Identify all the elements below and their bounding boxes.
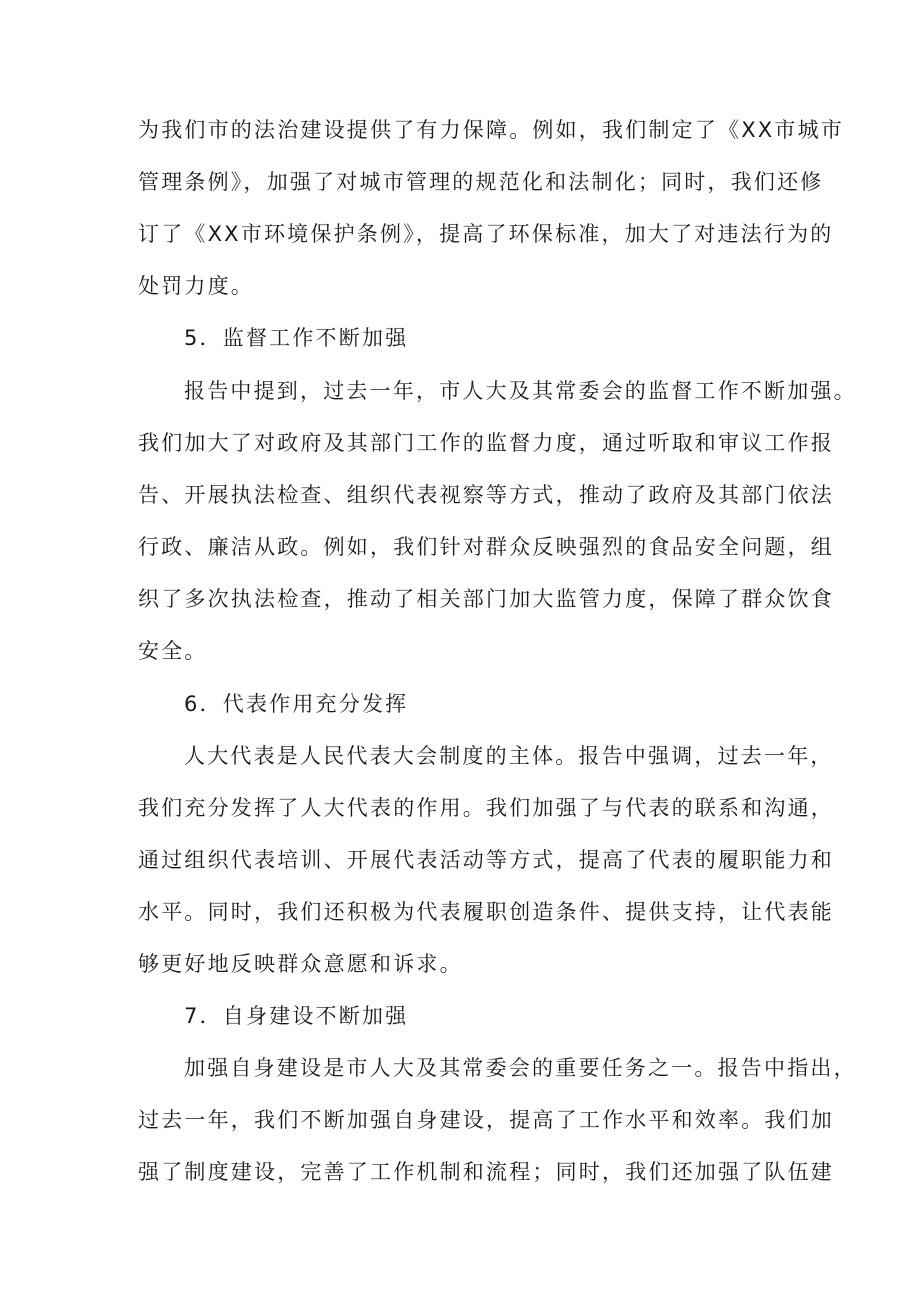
paragraph-line: 为我们市的法治建设提供了有力保障。例如，我们制定了《XX市城市 bbox=[138, 118, 844, 142]
paragraph-line: 处罚力度。 bbox=[138, 274, 254, 298]
paragraph-line: 人大代表是人民代表大会制度的主体。报告中强调，过去一年， bbox=[184, 744, 834, 768]
paragraph-line: 订了《XX市环境保护条例》，提高了环保标准，加大了对违法行为的 bbox=[138, 222, 834, 246]
paragraph-line: 过去一年，我们不断加强自身建设，提高了工作水平和效率。我们加 bbox=[138, 1108, 834, 1132]
section-heading-5: 5．监督工作不断加强 bbox=[184, 326, 409, 350]
paragraph-line: 报告中提到，过去一年，市人大及其常委会的监督工作不断加强。 bbox=[184, 379, 857, 403]
section-heading-7: 7．自身建设不断加强 bbox=[184, 1004, 409, 1028]
paragraph-line: 强了制度建设，完善了工作机制和流程；同时，我们还加强了队伍建 bbox=[138, 1160, 834, 1184]
paragraph-line: 织了多次执法检查，推动了相关部门加大监管力度，保障了群众饮食 bbox=[138, 587, 834, 611]
paragraph-line: 够更好地反映群众意愿和诉求。 bbox=[138, 952, 463, 976]
paragraph-line: 加强自身建设是市人大及其常委会的重要任务之一。报告中指出， bbox=[184, 1056, 857, 1080]
paragraph-line: 通过组织代表培训、开展代表活动等方式，提高了代表的履职能力和 bbox=[138, 848, 834, 872]
paragraph-line: 安全。 bbox=[138, 639, 208, 663]
paragraph-line: 行政、廉洁从政。例如，我们针对群众反映强烈的食品安全问题，组 bbox=[138, 535, 834, 559]
paragraph-line: 我们充分发挥了人大代表的作用。我们加强了与代表的联系和沟通， bbox=[138, 796, 834, 820]
paragraph-line: 我们加大了对政府及其部门工作的监督力度，通过听取和审议工作报 bbox=[138, 431, 834, 455]
paragraph-line: 水平。同时，我们还积极为代表履职创造条件、提供支持，让代表能 bbox=[138, 900, 834, 924]
paragraph-line: 管理条例》，加强了对城市管理的规范化和法制化；同时，我们还修 bbox=[138, 170, 824, 194]
paragraph-line: 告、开展执法检查、组织代表视察等方式，推动了政府及其部门依法 bbox=[138, 483, 834, 507]
section-heading-6: 6．代表作用充分发挥 bbox=[184, 692, 409, 716]
